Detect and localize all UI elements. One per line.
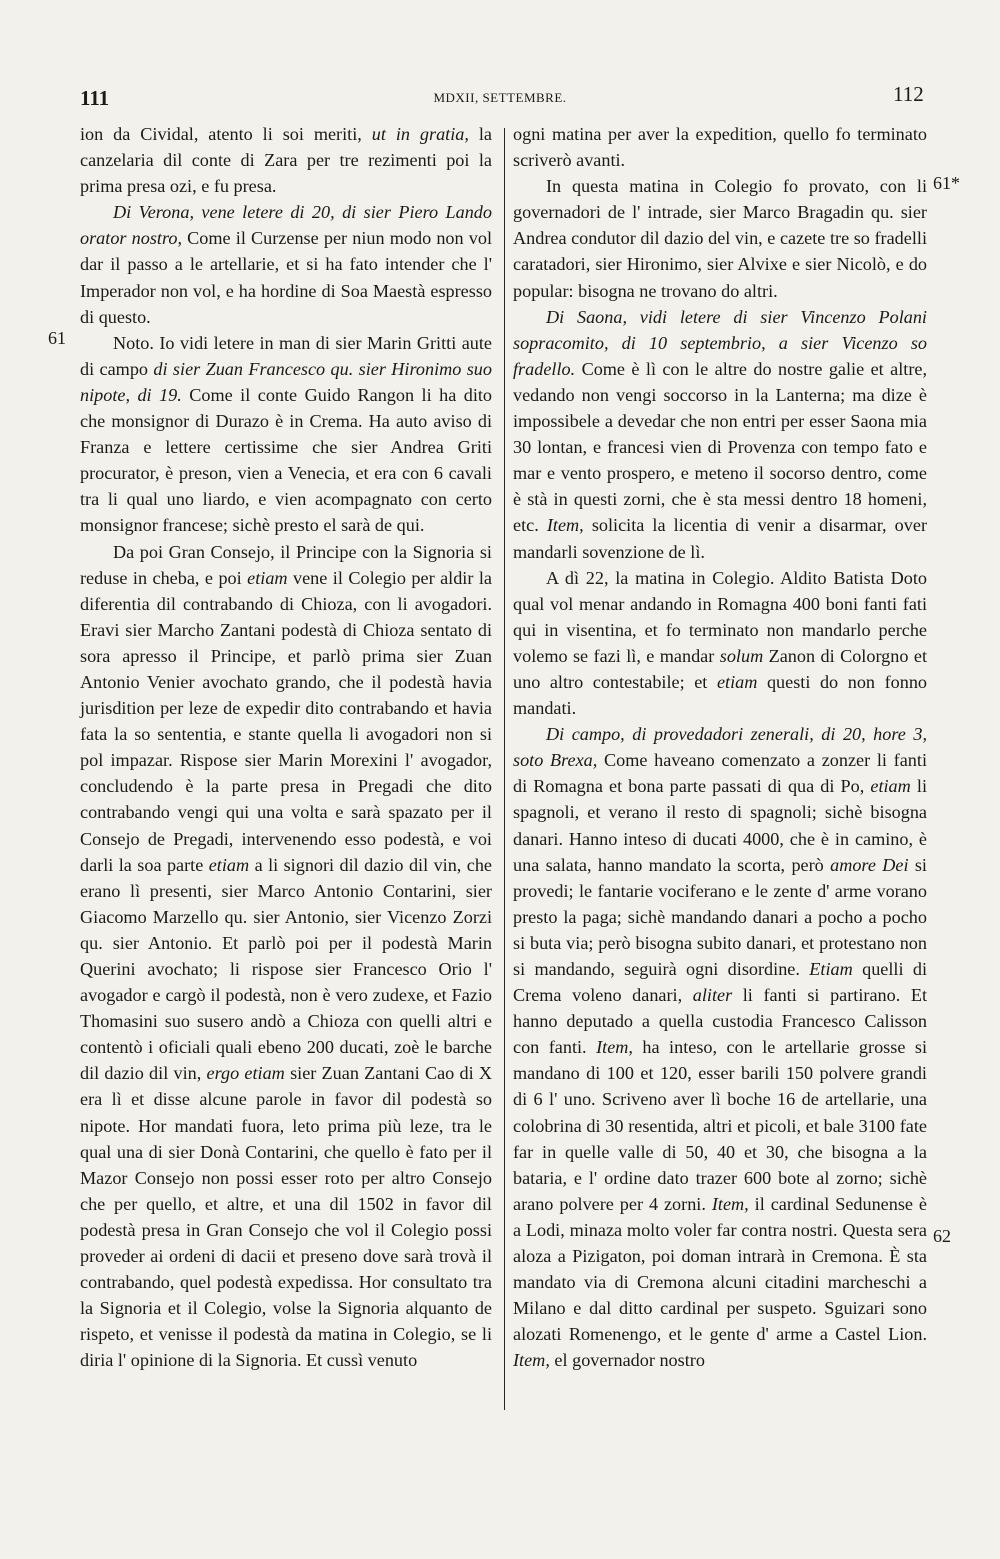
- column-divider: [504, 128, 505, 1410]
- right-column: [513, 121, 927, 1374]
- paragraph: Di Verona, vene letere di 20, di sier Piero Lando orator nostro, Come il Curzense per niun modo non vol dar il passo a le artellarie, et si ha fato intender che l' Imperador non vol, e ha hordine di Soa Maestà espresso di questo.: [80, 202, 492, 327]
- page-number-left: 111: [80, 86, 110, 110]
- margin-note-right-2: 62: [933, 1226, 951, 1246]
- page-header: [0, 82, 1000, 112]
- margin-note-right-1: 61*: [933, 173, 960, 193]
- paragraph: Di campo, di provedadori zenerali, di 20, hore 3, soto Brexa, Come haveano comenzato a zonzer li fanti di Romagna et bona parte passati di qua di Po, etiam li spagnoli, et verano il resto di spagnoli; sichè bisogna danari. Hanno inteso di ducati 4000, che è in camino, è una salata, hanno mandato la scorta, però amore Dei si provedi; le fantarie vociferano e le zente d' arme vorano presto la paga; sichè mandando danari a pocho a pocho si buta via; però bisogna subito danari, et protestano non si mandando, seguirà ogni disordine. Etiam quelli di Crema voleno danari, aliter li fanti si partirano. Et hanno deputado a quella custodia Francesco Calisson con fanti. Item, ha inteso, con le artellarie grosse si mandano di 100 et 120, esser barili 150 polvere grandi di 6 l' uno. Scriveno aver lì boche 16 de artellarie, una colobrina di 30 resentida, altri et picoli, et bale 3100 fate far in quelle valle di 50, 40 et 30, che bisogna a la bataria, e l' ordine dato trazer 600 bote al zorno; sichè arano polvere per 4 zorni. Item, il cardinal Sedunense è a Lodi, minaza molto voler far contra nostri. Questa sera aloza a Pizigaton, poi doman intrarà in Cremona. È sta mandato via di Cremona alcuni citadini marcheschi a Milano e dal ditto cardinal per suspeto. Sguizari sono alozati Romenengo, et le gente d' arme a Castel Lion. Item, el governador nostro: [513, 724, 928, 1371]
- paragraph: A dì 22, la matina in Colegio. Aldito Batista Doto qual vol menar andando in Romagna 400 boni fanti fati qui in visentina, et fo terminato non mandarlo perche volemo se fazi lì, e mandar solum Zanon di Colorgno et uno altro contestabile; et etiam questi do non fonno mandati.: [513, 567, 928, 719]
- paragraph: Da poi Gran Consejo, il Principe con la Signoria si reduse in cheba, e poi etiam vene il Colegio per aldir la diferentia dil contrabando di Chioza, con li avogadori. Eravi sier Marcho Zantani podestà di Chioza sentato di sora apresso il Principe, et parlò prima sier Zuan Antonio Venier avochato grando, che il podestà havia jurisdition per leze de expedir dito contrabando et havia fata la so sententia, e stante quella li avogadori non si pol impazar. Rispose sier Marin Morexini l' avogador, concludendo è la parte presa in Pregadi che dito contrabando vengi qui una volta e sarà spazato per il Consejo de Pregadi, intervenendo esso podestà, e voi darli la soa parte etiam a li signori dil dazio dil vin, che erano lì presenti, sier Marco Antonio Contarini, sier Giacomo Marzello qu. sier Antonio, sier Vicenzo Zorzi qu. sier Antonio. Et parlò poi per il podestà Marin Querini avochato; li rispose sier Francesco Orio l' avogador e cargò il podestà, non è vero zudexe, et Fazio Thomasini suo susero andò a Chioza con quelli altri e contentò i oficiali quali ebeno 200 ducati, zoè le barche dil dazio dil vin, ergo etiam sier Zuan Zantani Cao di X era lì et disse alcune parole in favor dil podestà so nipote. Hor mandati fuora, leto prima più leze, tra le qual una di sier Donà Contarini, che quello è fato per il Mazor Consejo non possi esser roto per altro Consejo che per quello, et altre, et una dil 1502 in favor dil podestà presa in Gran Consejo che vol il Colegio possi proveder ai ordeni di dacii et preseno dove sarà trovà il contrabando, quel podestà expedissa. Hor consultato tra la Signoria et il Colegio, volse la Signoria alquanto de rispeto, et venisse il podestà da matina in Colegio, se li diria l' opinione di la Signoria. Et cussì venuto: [80, 541, 493, 1371]
- running-title: MDXII, SETTEMBRE.: [433, 90, 567, 105]
- paragraph: ion da Cividal, atento li soi meriti, ut in gratia, la canzelaria dil conte di Zara per tre rezimenti poi la prima presa ozi, e fu presa.: [80, 124, 493, 197]
- paragraph: In questa matina in Colegio fo provato, con li governadori de l' intrade, sier Marco Bragadin qu. sier Andrea condutor dil dazio del vin, e cazete tre so fradelli caratadori, sier Hironimo, sier Alvixe e sier Nicolò, e do popular: bisogna ne trovano do altri.: [513, 176, 927, 301]
- paragraph: Di Saona, vidi letere di sier Vincenzo Polani sopracomito, di 10 septembrio, a sier Vicenzo so fradello. Come è lì con le altre do nostre galie et altre, vedando non vengi soccorso in la Lanterna; ma dize è impossibele a devedar che non entri per esser Saona mia 30 lontan, e francesi vien di Provenza con tempo fato e mar e vento prospero, e meteno il socorso dentro, come è stà in questi zorni, che è sta messi dentro 18 homeni, etc. Item, solicita la licentia di venir a disarmar, over mandarli sovenzione de lì.: [513, 306, 928, 562]
- paragraph: Noto. Io vidi letere in man di sier Marin Gritti aute di campo di sier Zuan Francesco qu. sier Hironimo suo nipote, di 19. Come il conte Guido Rangon li ha dito che monsignor di Durazo è in Crema. Ha auto aviso di Franza e lettere certissime che sier Andrea Griti procurator, è preson, vien a Venecia, et era con 6 cavali tra li qual uno liardo, e vien acompagnato con certo monsignor francese; sichè presto el sarà de qui.: [80, 332, 493, 536]
- page-number-right: 112: [893, 82, 924, 106]
- margin-note-left: 61: [48, 328, 66, 348]
- paragraph: ogni matina per aver la expedition, quello fo terminato scriverò avanti.: [513, 124, 927, 171]
- left-column: [80, 121, 492, 1374]
